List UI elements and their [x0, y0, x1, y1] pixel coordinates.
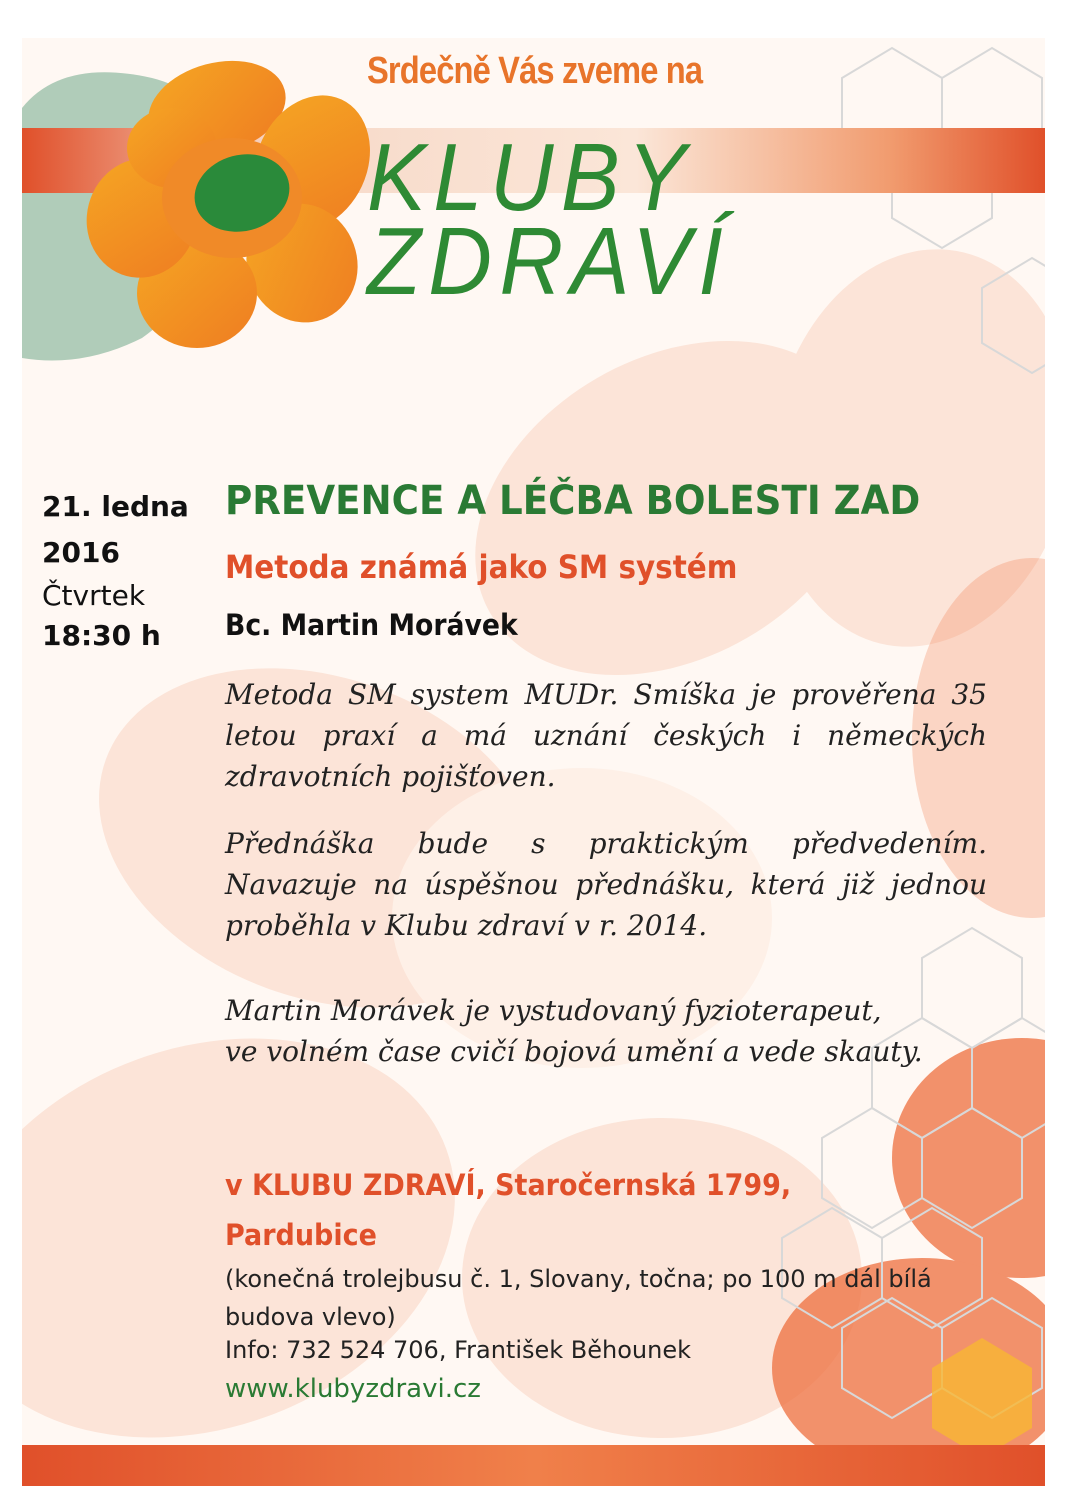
speaker-bio-line-2: ve volném čase cvičí bojová umění a vede skauty.: [225, 1035, 923, 1068]
event-speaker: Bc. Martin Morávek: [225, 608, 518, 642]
invitation-poster: [22, 38, 1045, 1486]
invite-heading: Srdečně Vás zveme na: [367, 50, 703, 92]
event-weekday: Čtvrtek: [42, 579, 146, 612]
venue-line-2: Pardubice: [225, 1218, 377, 1252]
description-paragraph-3: [225, 990, 987, 1072]
event-time: 18:30 h: [42, 619, 161, 652]
event-year: 2016: [42, 536, 120, 569]
bottom-color-band: [22, 1445, 1045, 1486]
event-date-block: [42, 484, 189, 656]
event-date: 21. ledna: [42, 490, 189, 523]
event-title: PREVENCE A LÉČBA BOLESTI ZAD: [225, 478, 921, 524]
event-subtitle: Metoda známá jako SM systém: [225, 548, 738, 586]
logo-text-line2: ZDRAVÍ: [367, 208, 731, 315]
logo-text-line1: KLUBY: [367, 124, 694, 231]
contact-info: Info: 732 524 706, František Běhounek: [225, 1336, 692, 1364]
website-link[interactable]: www.klubyzdravi.cz: [225, 1374, 481, 1404]
venue-address: [225, 1160, 791, 1260]
venue-line-1: v KLUBU ZDRAVÍ, Staročernská 1799,: [225, 1168, 792, 1202]
description-paragraph-1: Metoda SM system MUDr. Smíška je prověřena 35 letou praxí a má uznání českých i německých zdravotních pojišťoven.: [225, 678, 987, 793]
speaker-bio-line-1: Martin Morávek je vystudovaný fyzioterapeut,: [225, 994, 882, 1027]
description-paragraph-2: Přednáška bude s praktickým předvedením. Navazuje na úspěšnou přednášku, která již jednou proběhla v Klubu zdraví v r. 2014.: [225, 827, 987, 942]
venue-directions: (konečná trolejbusu č. 1, Slovany, točna; po 100 m dál bílá budova vlevo): [225, 1265, 932, 1331]
